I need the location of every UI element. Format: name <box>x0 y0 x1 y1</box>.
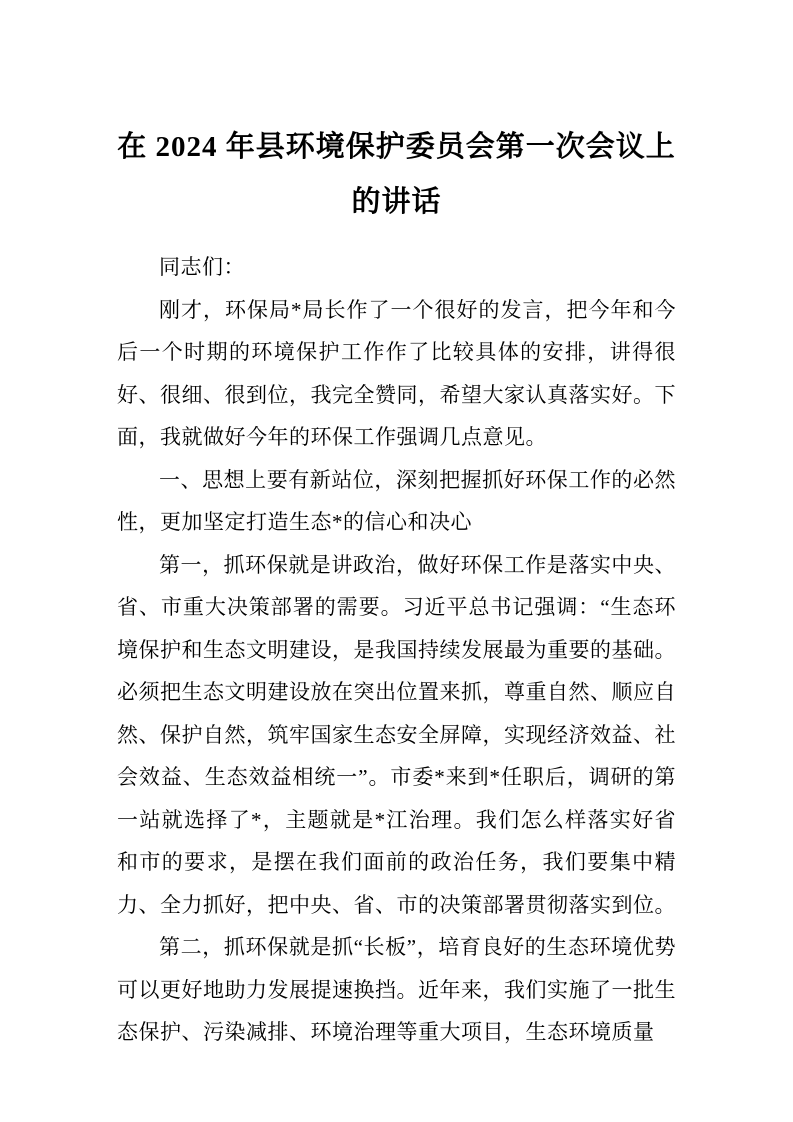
paragraph-intro: 刚才，环保局*局长作了一个很好的发言，把今年和今后一个时期的环境保护工作作了比较具体的安排，讲得很好、很细、很到位，我完全赞同，希望大家认真落实好。下面，我就做好今年的环保工作强调几点意见。 <box>117 297 676 449</box>
paragraph-salutation: 同志们： <box>159 255 245 279</box>
document-body <box>117 246 676 1054</box>
paragraph-section-one-heading: 一、思想上要有新站位，深刻把握抓好环保工作的必然性，更加坚定打造生态*的信心和决心 <box>117 467 676 534</box>
paragraph-point-first: 第一，抓环保就是讲政治，做好环保工作是落实中央、省、市重大决策部署的需要。习近平总书记强调：“生态环境保护和生态文明建设，是我国持续发展最为重要的基础。必须把生态文明建设放在突出位置来抓，尊重自然、顺应自然、保护自然，筑牢国家生态安全屏障，实现经济效益、社会效益、生态效益相统一”。市委*来到*任职后，调研的第一站就选择了*，主题就是*江治理。我们怎么样落实好省和市的要求，是摆在我们面前的政治任务，我们要集中精力、全力抓好，把中央、省、市的决策部署贯彻落实到位。 <box>117 552 676 917</box>
paragraph-point-second: 第二，抓环保就是抓“长板”，培育良好的生态环境优势可以更好地助力发展提速换挡。近年来，我们实施了一批生态保护、污染减排、环境治理等重大项目，生态环境质量 <box>117 935 676 1044</box>
document-title: 在 2024 年县环境保护委员会第一次会议上的讲话 <box>117 131 676 218</box>
